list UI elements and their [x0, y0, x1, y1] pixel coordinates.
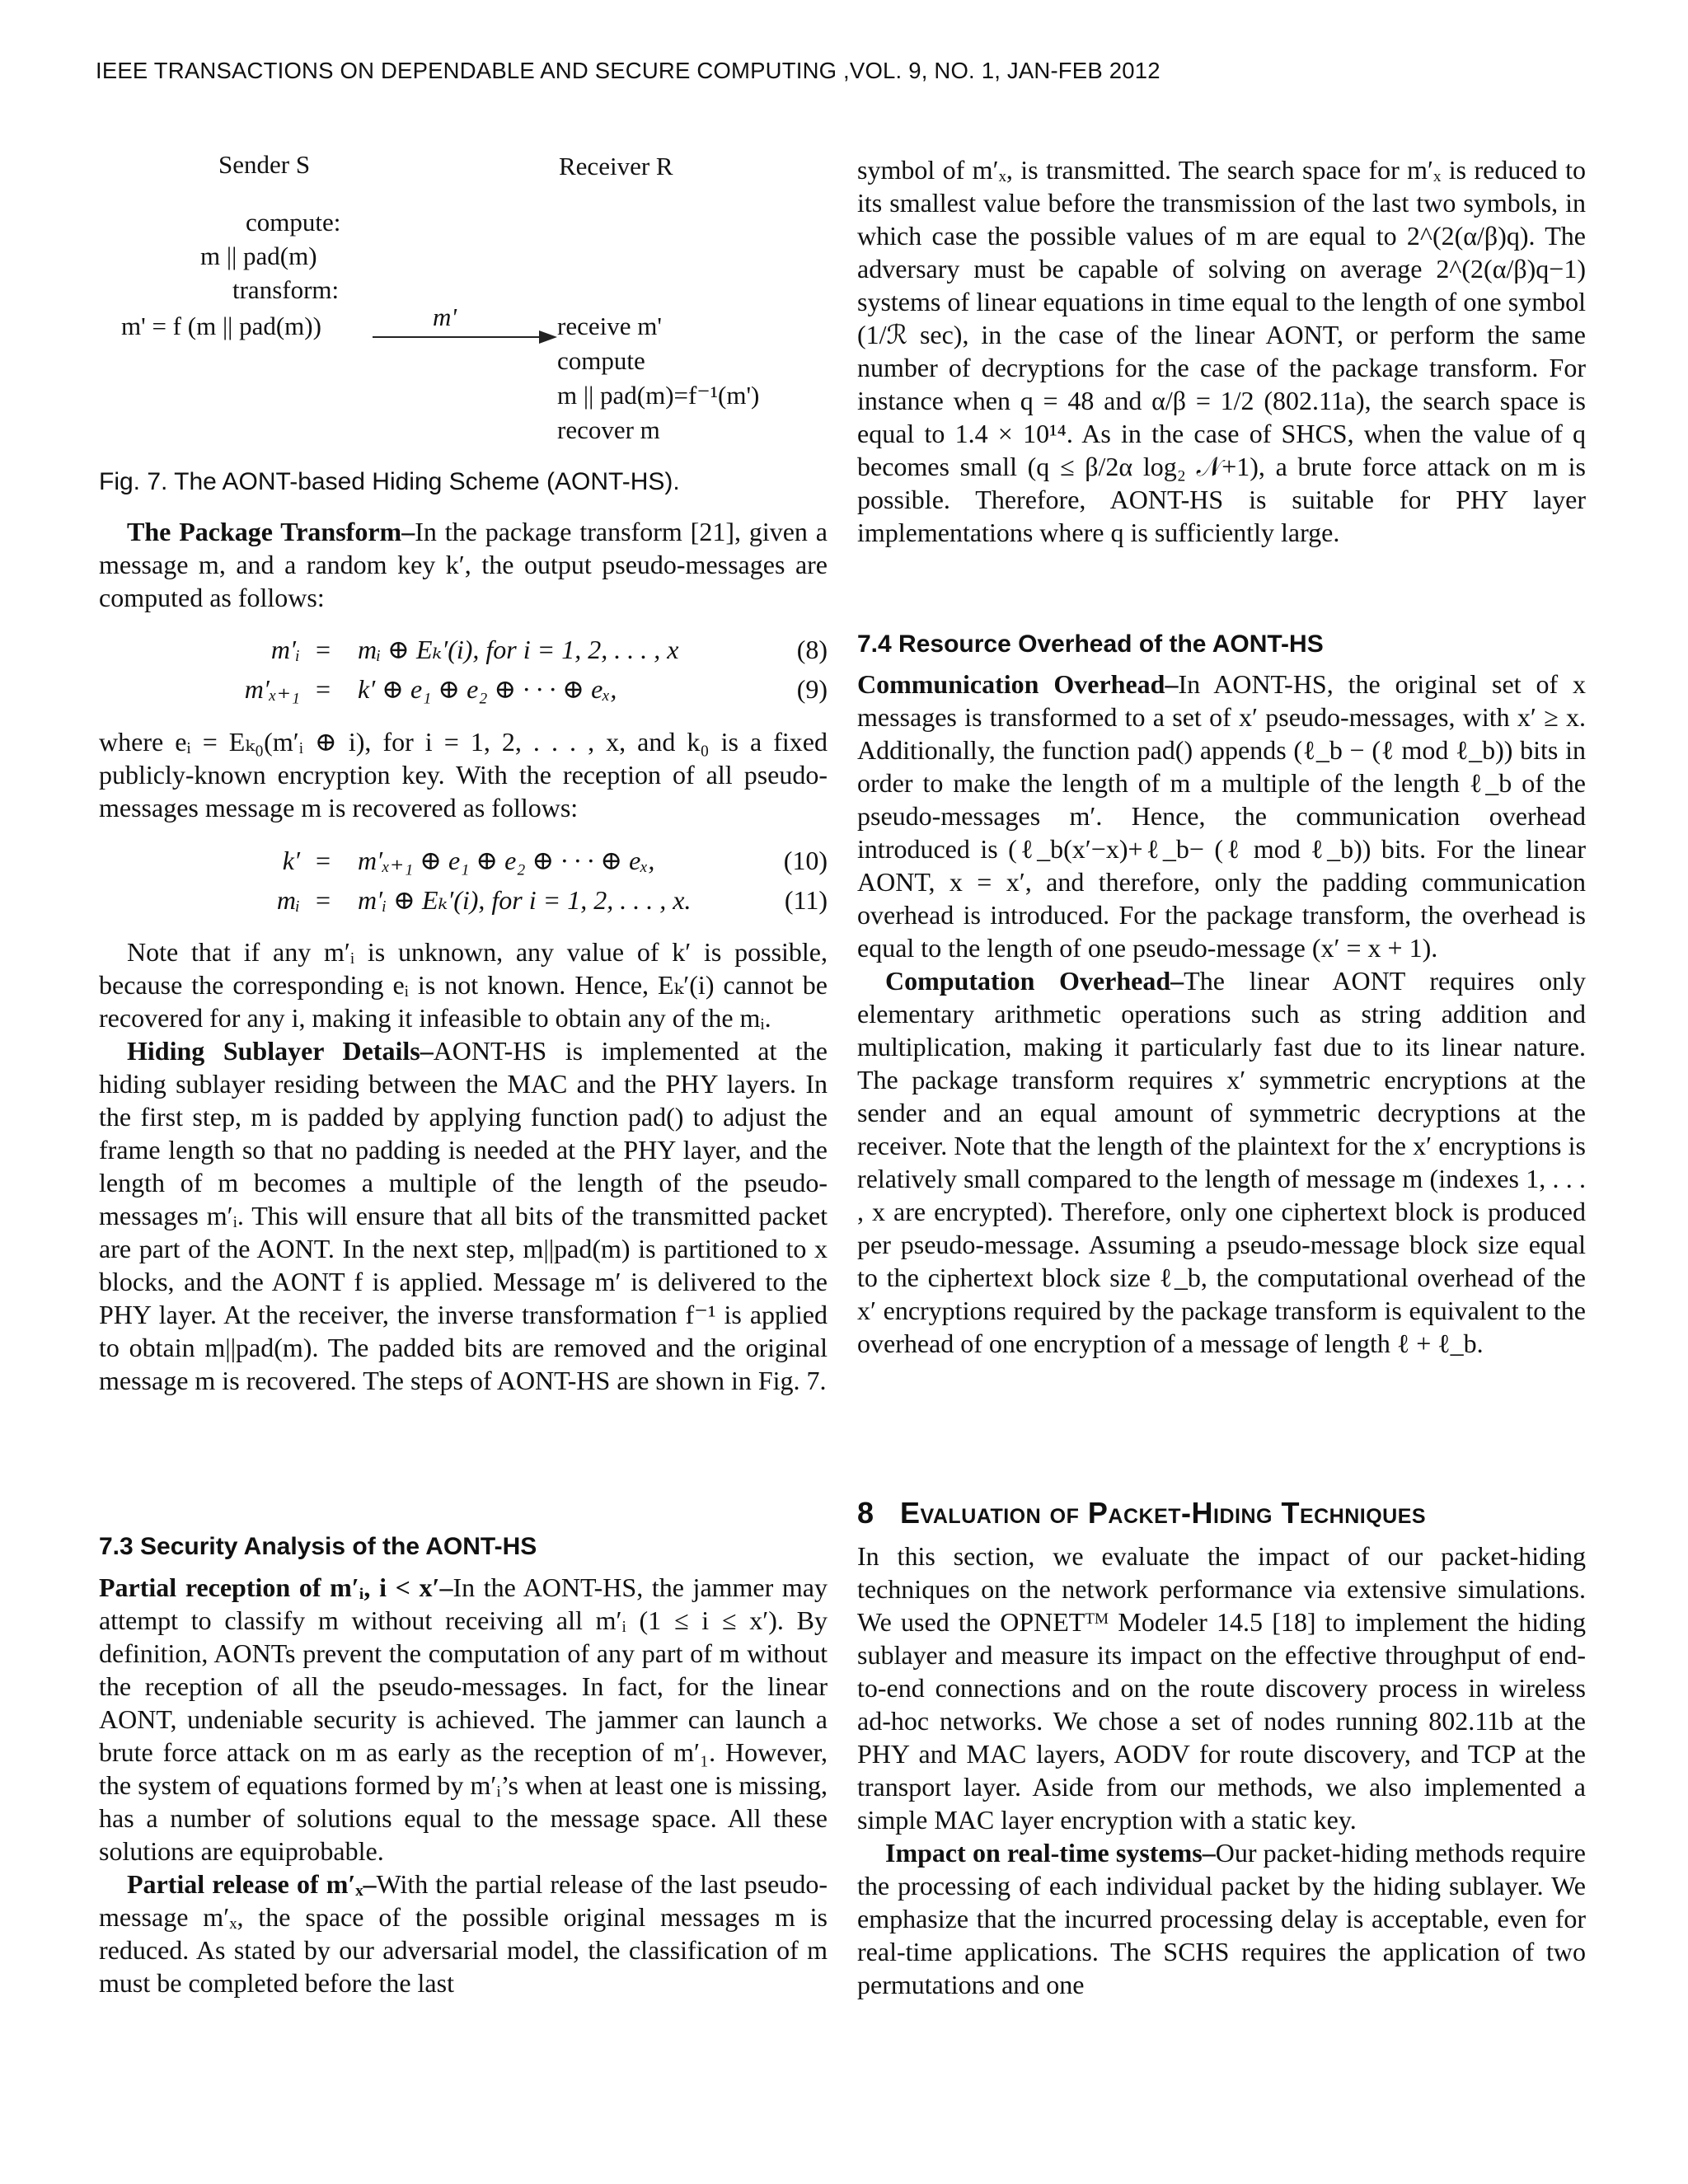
- hiding-sublayer-runin: Hiding Sublayer Details–: [127, 1036, 434, 1066]
- section-7-4-title: 7.4 Resource Overhead of the AONT-HS: [857, 630, 1324, 658]
- partial-reception-runin: Partial reception of m′ᵢ, i < x′–: [99, 1572, 453, 1602]
- figure-transmit-arrow: [371, 326, 560, 348]
- package-transform-runin: The Package Transform–: [127, 517, 415, 546]
- equation-11: [99, 883, 828, 916]
- real-time-text: Our packet-hiding methods require the processing of each individual packet by the hiding sublayer. We emphasize that the incurred processing delay is acceptable, even for real-time applications. The SCHS requires the application of two permutations and one: [857, 1838, 1586, 1999]
- figure-receive-label: receive m': [557, 312, 662, 340]
- figure-arrow-label: m': [433, 302, 457, 331]
- eq10-rhs: m′ₓ₊₁ ⊕ e₁ ⊕ e₂ ⊕ · · · ⊕ eₓ,: [358, 846, 655, 875]
- figure-aont-hs: [99, 140, 841, 470]
- security-analysis-paragraphs: [99, 1571, 828, 1999]
- eq9-rhs: k′ ⊕ e₁ ⊕ e₂ ⊕ · · · ⊕ eₓ,: [358, 674, 617, 704]
- hiding-sublayer-paragraph: [99, 1034, 828, 1397]
- note-and-hiding-paragraphs: [99, 935, 828, 1397]
- continuation-text: symbol of m′ₓ, is transmitted. The search space for m′ₓ is reduced to its smallest value before the transmission of the last two symbols, in which case the possible values of m are equal to 2^(2(α/β)q). The adversary must be capable of solving on average 2^(2(α/β)q−1) systems of linear equations in time equal to the length of one symbol (1/ℛ sec), in the case of the linear AONT, or perform the same number of decryptions for the case of the package transform. For instance when q = 48 and α/β = 1/2 (802.11a), the search space is equal to 1.4 × 10¹⁴. As in the case of SHCS, when the value of q becomes small (q ≤ β/2α log₂ 𝒩+1), a brute force attack on m is possible. Therefore, AONT-HS is suitable for PHY layer implementations where q is sufficiently large.: [857, 155, 1587, 547]
- figure-compute-label: compute:: [246, 208, 341, 237]
- eq9-number: (9): [796, 674, 828, 704]
- running-header: IEEE TRANSACTIONS ON DEPENDABLE AND SECURE COMPUTING ,VOL. 9, NO. 1, JAN-FEB 2012: [96, 58, 1160, 83]
- real-time-paragraph: [857, 1836, 1586, 2001]
- note-paragraph: Note that if any m′ᵢ is unknown, any value of k′ is possible, because the corresponding eᵢ is not known. Hence, Eₖ′(i) cannot be recovered for any i, making it infeasible to obtain any of the mᵢ.: [99, 937, 828, 1033]
- communication-overhead-text: In AONT-HS, the original set of x messages is transformed to a set of x′ pseudo-messages, with x′ ≥ x. Additionally, the function pad() appends (ℓ_b − (ℓ mod ℓ_b)) bits in order to make the length of m a multiple of the length ℓ_b of the pseudo-messages m′. Hence, the communication overhead introduced is (ℓ_b(x′−x)+ℓ_b− (ℓ mod ℓ_b)) bits. For the linear AONT, x = x′, and therefore, only the padding communication overhead is introduced. For the package transform, the overhead is equal to the length of one pseudo-message (x′ = x + 1).: [857, 669, 1586, 963]
- eq11-rhs: m′ᵢ ⊕ Eₖ′(i), for i = 1, 2, . . . , x.: [358, 885, 692, 915]
- figure-transform-label: transform:: [232, 275, 340, 304]
- package-transform-paragraph: [99, 515, 828, 614]
- eq9-op: =: [315, 674, 331, 704]
- eq9-lhs: m′ₓ₊₁: [244, 674, 300, 704]
- figure-mprime-equation: m' = f (m || pad(m)): [121, 312, 321, 340]
- eq8-rhs: mᵢ ⊕ Eₖ′(i), for i = 1, 2, . . . , x: [358, 635, 679, 664]
- figure-compute2-label: compute: [557, 346, 645, 375]
- partial-release-runin: Partial release of m′ₓ–: [127, 1869, 377, 1899]
- communication-overhead-paragraph: [857, 668, 1586, 964]
- partial-release-text: With the partial release of the last pseudo-message m′ₓ, the space of the possible original messages m is reduced. As stated by our adversarial model, the classification of m must be completed before the last: [99, 1869, 828, 1998]
- after-eq9-text: where eᵢ = Eₖ₀(m′ᵢ ⊕ i), for i = 1, 2, . . . , x, and k₀ is a fixed publicly-known encryption key. With the reception of all pseudo-messages message m is recovered as follows:: [99, 727, 828, 823]
- eq8-op: =: [315, 635, 331, 664]
- package-transform-text: In the package transform [21], given a message m, and a random key k′, the output pseudo-messages are computed as follows:: [99, 517, 828, 612]
- section-8-number: 8: [857, 1496, 874, 1530]
- partial-release-paragraph: [99, 1868, 828, 1999]
- equation-9: [99, 673, 828, 705]
- figure-concat-label: m || pad(m): [200, 241, 317, 270]
- eq8-number: (8): [796, 635, 828, 664]
- figure-receiver-title: Receiver R: [559, 152, 673, 180]
- eq11-op: =: [315, 885, 331, 915]
- continuation-paragraph: [857, 153, 1586, 549]
- section-7-3-heading: [99, 1530, 828, 1563]
- section-8-title: [857, 1497, 1586, 1530]
- hiding-sublayer-text: AONT-HS is implemented at the hiding sublayer residing between the MAC and the PHY layers. In the first step, m is padded by applying function pad() to adjust the frame length so that no padding is needed at the PHY layer, and the length of m becomes a multiple of the length of the pseudo-messages m′ᵢ. This will ensure that all bits of the transmitted packet are part of the AONT. In the next step, m||pad(m) is partitioned to x blocks, and the AONT f is applied. Message m′ is delivered to the PHY layer. At the receiver, the inverse transformation f⁻¹ is applied to obtain m||pad(m). The padded bits are removed and the original message m is recovered. The steps of AONT-HS are shown in Fig. 7.: [99, 1036, 828, 1395]
- figure-sender-title: Sender S: [218, 150, 311, 179]
- figure-inverse-label: m || pad(m)=f⁻¹(m'): [557, 381, 760, 410]
- eq11-number: (11): [784, 885, 828, 915]
- overhead-paragraphs: [857, 668, 1586, 1360]
- section-7-4-heading: [857, 628, 1586, 661]
- computation-overhead-text: The linear AONT requires only elementary arithmetic operations such as string addition and multiplication, making it particularly fast due to its linear nature. The package transform requires x′ symmetric encryptions at the sender and an equal amount of symmetric decryptions at the receiver. Note that the length of the plaintext for the x′ encryptions is relatively small compared to the length of message m (indexes 1, . . . , x are encrypted). Therefore, only one ciphertext block is produced per pseudo-message. Assuming a pseudo-message block size equal to the ciphertext block size ℓ_b, the computational overhead of the x′ encryptions required by the package transform is equivalent to the overhead of one encryption of a message of length ℓ + ℓ_b.: [857, 966, 1587, 1358]
- after-eq9-paragraph: [99, 725, 828, 824]
- eq10-lhs: k′: [282, 846, 300, 875]
- section-7-3-title: 7.3 Security Analysis of the AONT-HS: [99, 1533, 537, 1560]
- eq11-lhs: mᵢ: [276, 885, 300, 915]
- section-8-label: Evaluation of Packet-Hiding Techniques: [900, 1496, 1427, 1530]
- eq10-op: =: [315, 846, 331, 875]
- real-time-runin: Impact on real-time systems–: [885, 1838, 1216, 1868]
- section-8-heading: [857, 1497, 1586, 1530]
- evaluation-paragraphs: [857, 1540, 1586, 2001]
- communication-overhead-runin: Communication Overhead–: [857, 669, 1179, 699]
- section-8-intro: In this section, we evaluate the impact of our packet-hiding techniques on the network performance via extensive simulations. We used the OPNETᵀᴹ Modeler 14.5 [18] to implement the hiding sublayer and measure its impact on the effective throughput of end-to-end connections and on the route discovery process in wireless ad-hoc networks. We chose a set of nodes running 802.11b at the PHY and MAC layers, AODV for route discovery, and TCP at the transport layer. Aside from our methods, we also implemented a simple MAC layer encryption with a static key.: [857, 1541, 1586, 1835]
- computation-overhead-runin: Computation Overhead–: [885, 966, 1184, 996]
- computation-overhead-paragraph: [857, 964, 1586, 1360]
- eq8-lhs: m′ᵢ: [270, 635, 300, 664]
- equation-8: [99, 633, 828, 666]
- partial-reception-text: In the AONT-HS, the jammer may attempt to classify m without receiving all m′ᵢ (1 ≤ i ≤ x′). By definition, AONTs prevent the computation of any part of m without the reception of all the pseudo-messages. In fact, for the linear AONT, undeniable security is achieved. The jammer can launch a brute force attack on m as early as the reception of m′₁. However, the system of equations formed by m′ᵢ’s when at least one is missing, has a number of solutions equal to the message space. All these solutions are equiprobable.: [99, 1572, 828, 1866]
- figure-caption: Fig. 7. The AONT-based Hiding Scheme (AONT-HS).: [99, 468, 680, 495]
- figure-recover-label: recover m: [557, 415, 660, 444]
- partial-reception-paragraph: [99, 1571, 828, 1868]
- equation-10: [99, 844, 828, 877]
- eq10-number: (10): [783, 846, 828, 875]
